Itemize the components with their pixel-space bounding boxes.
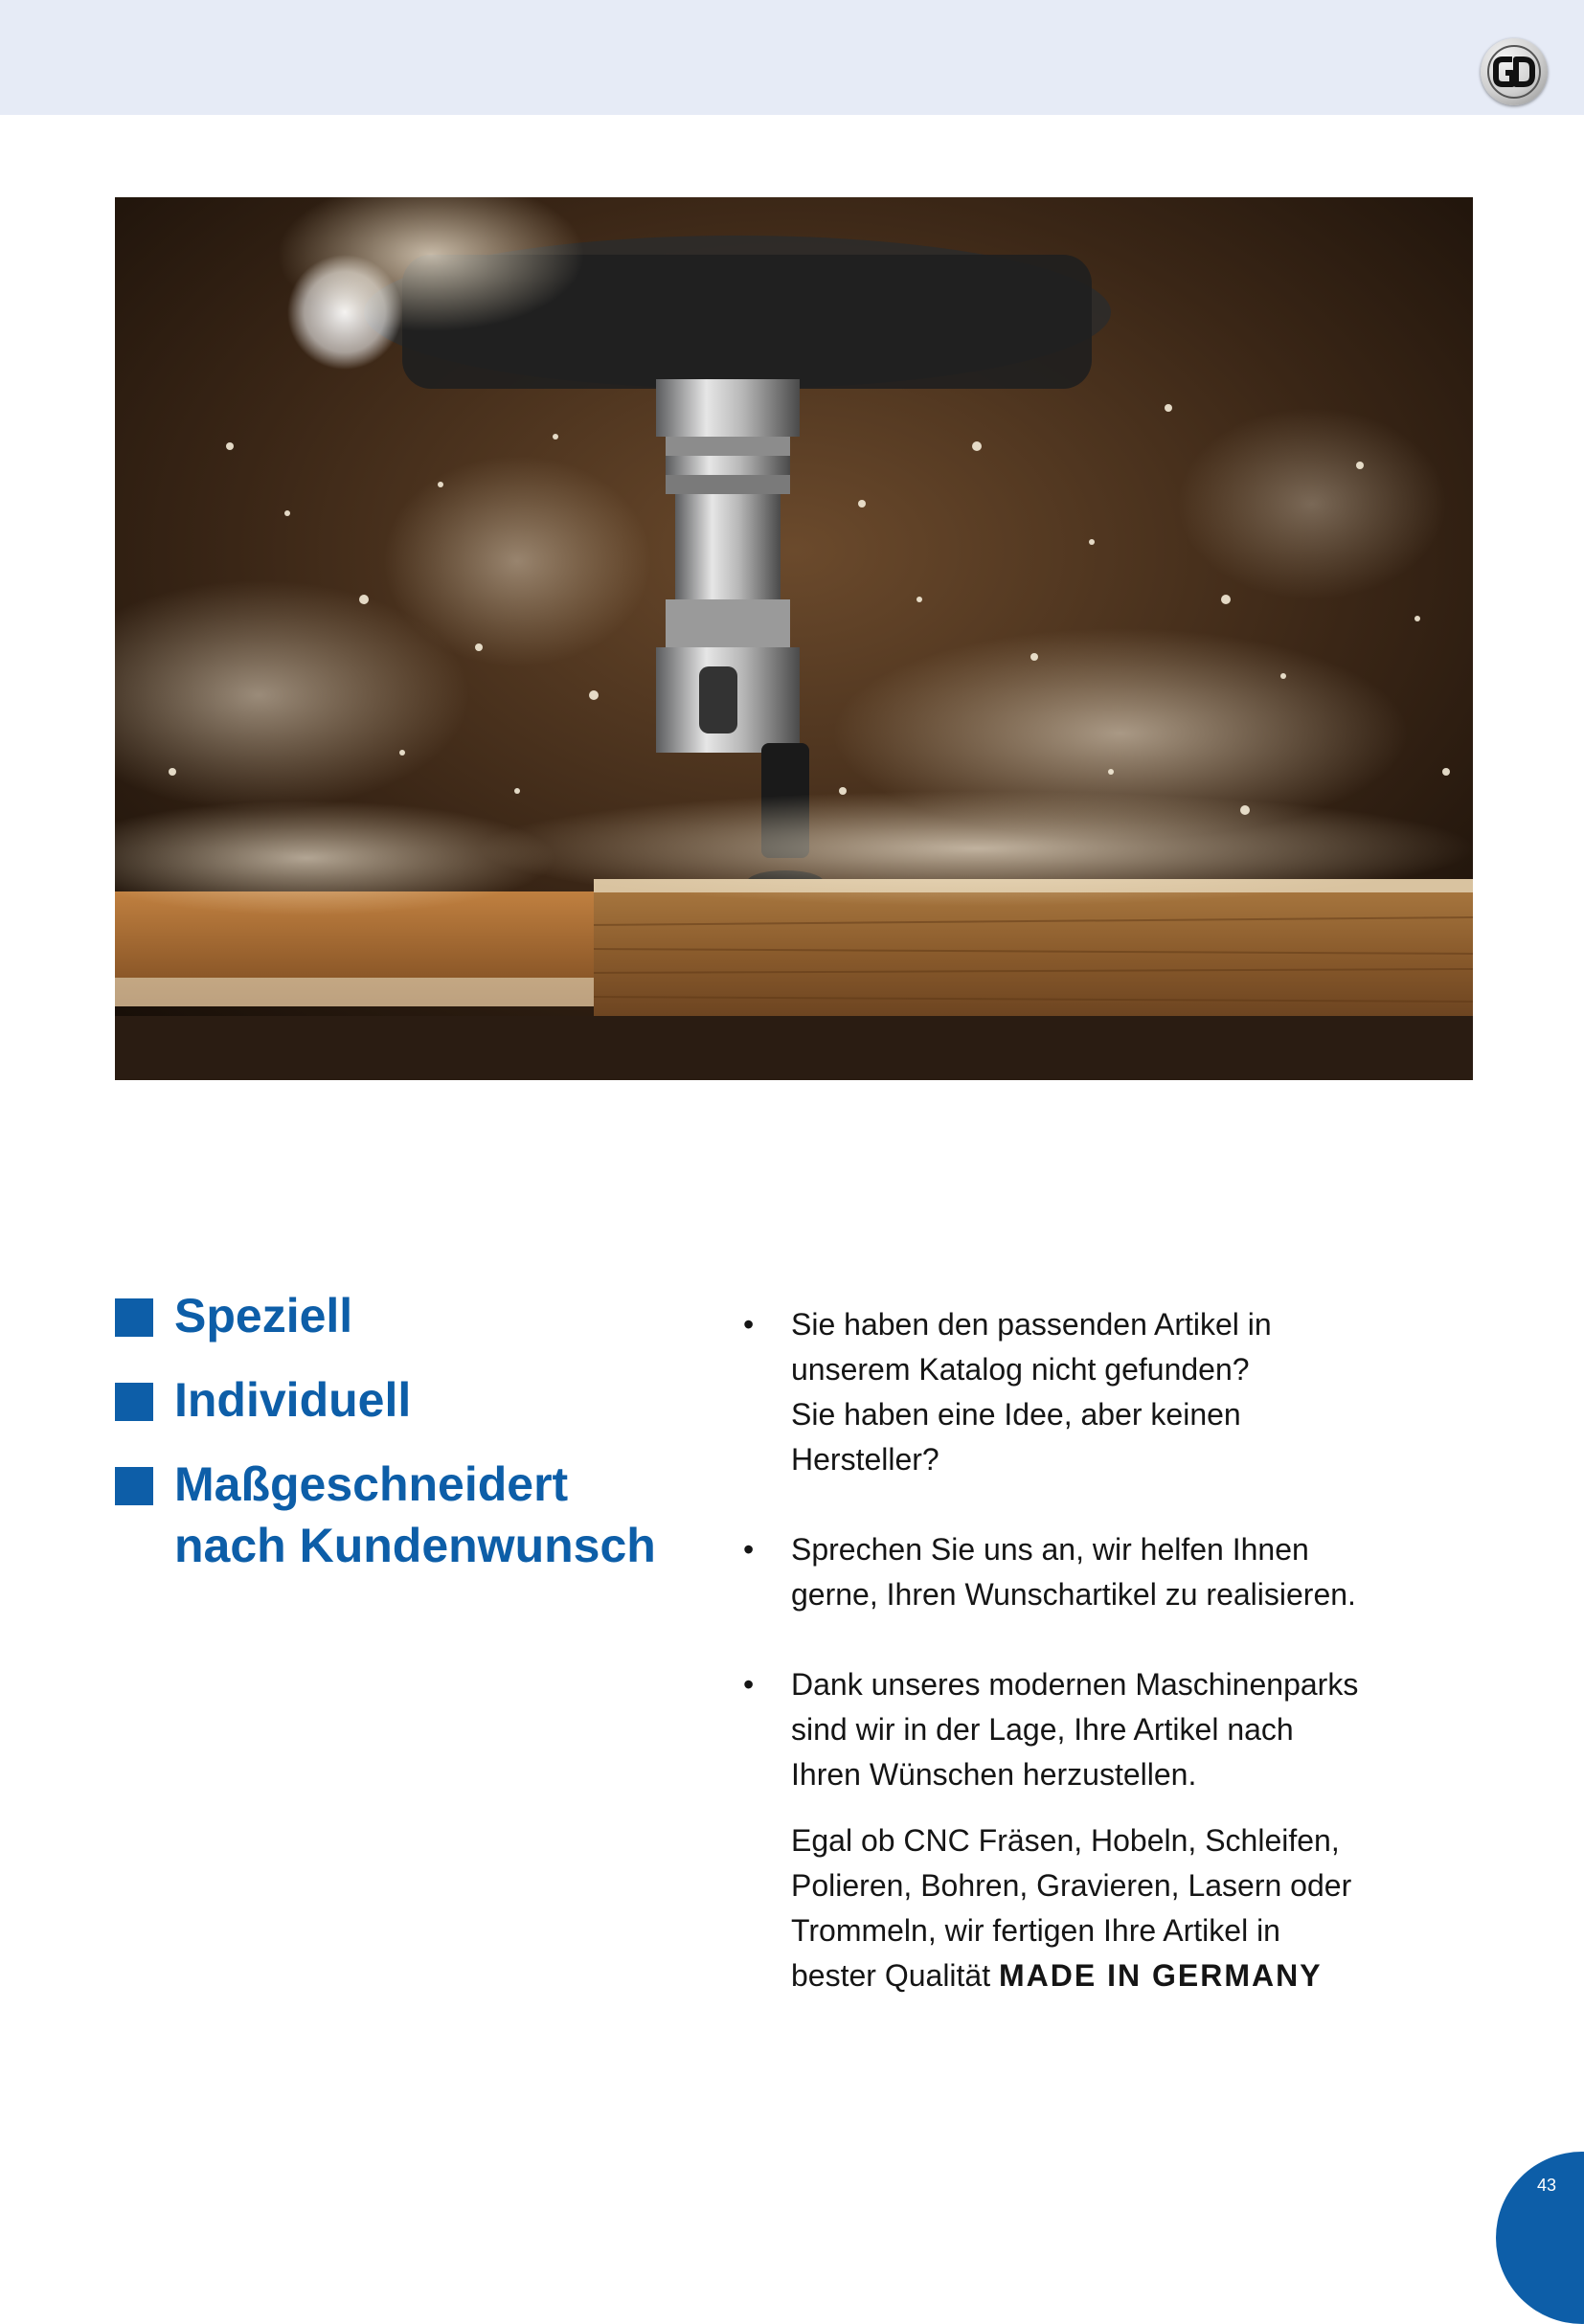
feature-headings <box>115 1285 728 1599</box>
gd-company-logo-icon <box>1481 38 1548 105</box>
bullet-line: Sie haben eine Idee, aber keinen <box>791 1397 1241 1432</box>
heading-line: Speziell <box>174 1289 353 1343</box>
header-band <box>0 0 1584 115</box>
description-list <box>743 1302 1452 1998</box>
bullet-marker: • <box>743 1307 755 1342</box>
heading-massgeschneidert <box>115 1454 728 1576</box>
bullet-line: gerne, Ihren Wunschartikel zu realisieren. <box>791 1577 1356 1612</box>
heading-speziell <box>115 1285 728 1346</box>
bullet-marker: • <box>743 1532 755 1567</box>
bullet-item <box>743 1527 1452 1617</box>
square-bullet-icon <box>115 1383 153 1421</box>
bullet-marker: • <box>743 1667 755 1702</box>
square-bullet-icon <box>115 1467 153 1505</box>
bullet-item <box>743 1662 1452 1797</box>
bullet-line: unserem Katalog nicht gefunden? <box>791 1352 1250 1387</box>
square-bullet-icon <box>115 1298 153 1337</box>
closing-line: Egal ob CNC Fräsen, Hobeln, Schleifen, <box>791 1823 1340 1858</box>
page-number: 43 <box>1536 2176 1557 2195</box>
heading-line: Maßgeschneidert <box>174 1457 569 1511</box>
closing-line: Trommeln, wir fertigen Ihre Artikel in <box>791 1913 1280 1948</box>
cnc-milling-wood-photo <box>115 197 1473 1080</box>
bullet-line: Dank unseres modernen Maschinenparks <box>791 1667 1359 1702</box>
bullet-line: Ihren Wünschen herzustellen. <box>791 1757 1197 1792</box>
heading-individuell <box>115 1369 728 1431</box>
closing-last-line <box>791 1953 1452 1998</box>
bullet-line: sind wir in der Lage, Ihre Artikel nach <box>791 1712 1294 1747</box>
closing-prefix: bester Qualität <box>791 1958 999 1993</box>
closing-paragraph <box>743 1818 1452 1998</box>
bullet-line: Sie haben den passenden Artikel in <box>791 1307 1272 1342</box>
heading-line: nach Kundenwunsch <box>174 1519 656 1572</box>
made-in-germany: MADE IN GERMANY <box>999 1958 1323 1993</box>
bullet-line: Hersteller? <box>791 1442 939 1477</box>
heading-line: Individuell <box>174 1373 412 1427</box>
bullet-line: Sprechen Sie uns an, wir helfen Ihnen <box>791 1532 1309 1567</box>
bullet-item <box>743 1302 1452 1482</box>
closing-line: Polieren, Bohren, Gravieren, Lasern oder <box>791 1868 1352 1903</box>
